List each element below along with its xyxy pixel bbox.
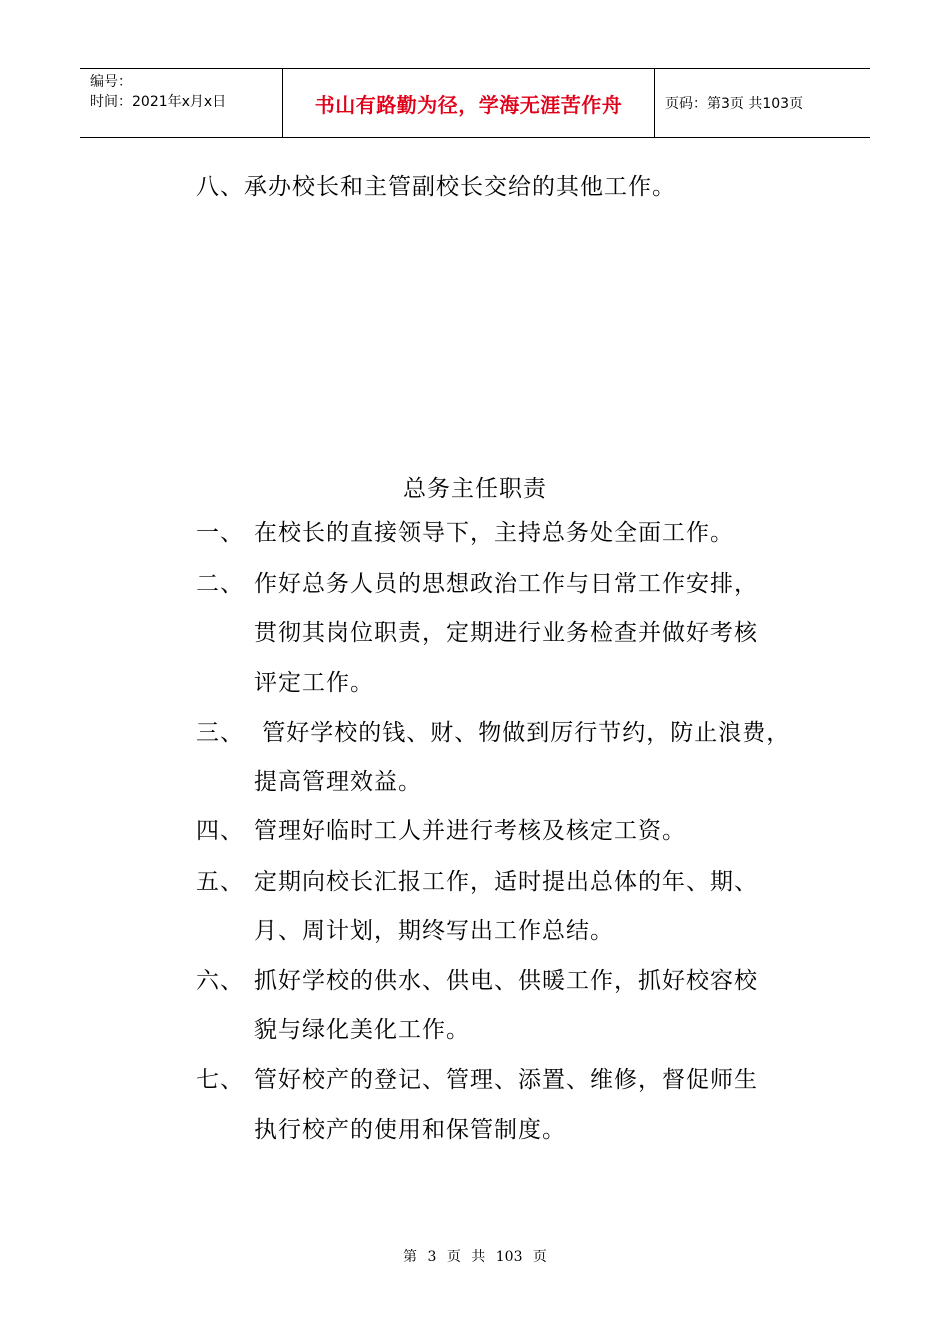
- list-item-continuation: [0, 1115, 950, 1145]
- page-footer: 第 3 页 共 103 页: [403, 1249, 547, 1265]
- list-item: [0, 816, 950, 846]
- list-item-continuation: [0, 767, 950, 797]
- item-line: 定期向校长汇报工作，适时提出总体的年、期、: [254, 869, 758, 895]
- header-motto: 书山有路勤为径，学海无涯苦作舟: [282, 69, 655, 137]
- header-page-info: 页码：第3页 共103页: [665, 96, 804, 112]
- item-line: 管理好临时工人并进行考核及核定工资。: [254, 818, 686, 844]
- list-item: [0, 966, 950, 996]
- list-item: [0, 569, 950, 599]
- number-label: 编号：: [90, 74, 132, 90]
- item-number: 一、: [196, 520, 244, 546]
- item-number: 六、: [196, 968, 244, 994]
- item-line: 抓好学校的供水、供电、供暖工作，抓好校容校: [254, 968, 758, 994]
- item-line: 作好总务人员的思想政治工作与日常工作安排，: [254, 571, 758, 597]
- item-line: 在校长的直接领导下，主持总务处全面工作。: [254, 520, 734, 546]
- item-number: 三、: [196, 720, 244, 746]
- list-item: [0, 518, 950, 548]
- item-number: 七、: [196, 1067, 244, 1093]
- list-item-continuation: [0, 916, 950, 946]
- list-item: [0, 718, 950, 748]
- item-line: 管好学校的钱、财、物做到厉行节约，防止浪费，: [254, 720, 791, 746]
- item-number: 二、: [196, 571, 244, 597]
- item-line: 月、周计划，期终写出工作总结。: [254, 918, 614, 944]
- list-item-continuation: [0, 1015, 950, 1045]
- list-item-continuation: [0, 668, 950, 698]
- header-meta: [80, 69, 282, 137]
- item-number: 四、: [196, 818, 244, 844]
- list-item: [0, 867, 950, 897]
- list-item-continuation: [0, 618, 950, 648]
- time-label: 时间：2021年x月x日: [90, 94, 227, 110]
- document-header: [80, 68, 870, 138]
- top-item: 八、承办校长和主管副校长交给的其他工作。: [196, 174, 676, 200]
- section-title: 总务主任职责: [403, 476, 547, 502]
- list-item: [0, 1065, 950, 1095]
- item-line: 评定工作。: [254, 670, 374, 696]
- item-line: 贯彻其岗位职责，定期进行业务检查并做好考核: [254, 620, 758, 646]
- item-line: 执行校产的使用和保管制度。: [254, 1117, 566, 1143]
- item-number: 五、: [196, 869, 244, 895]
- item-line: 貌与绿化美化工作。: [254, 1017, 470, 1043]
- item-line: 提高管理效益。: [254, 769, 422, 795]
- item-line: 管好校产的登记、管理、添置、维修，督促师生: [254, 1067, 758, 1093]
